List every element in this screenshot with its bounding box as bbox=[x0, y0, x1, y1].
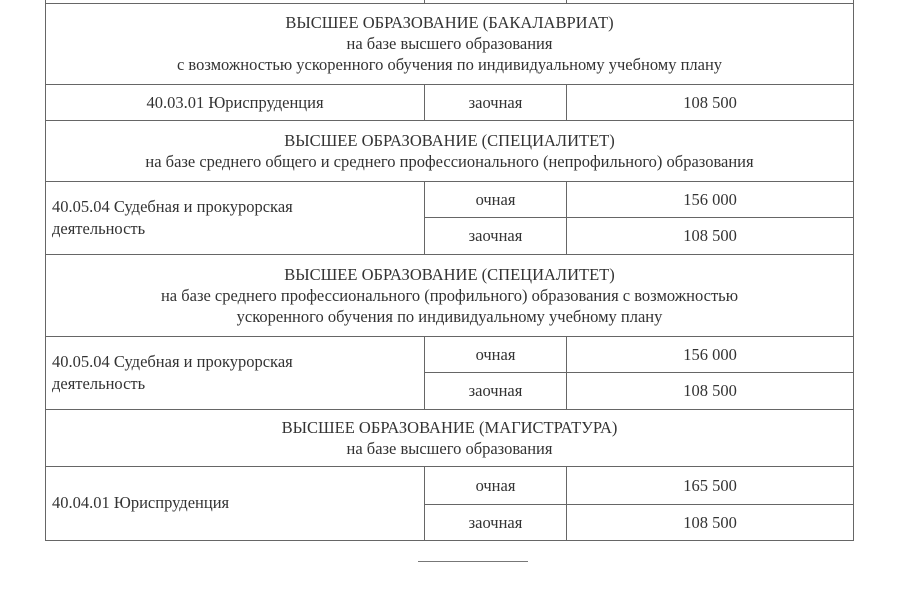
price: 108 500 bbox=[567, 217, 854, 254]
tuition-table bbox=[45, 0, 854, 541]
section-subtitle: с возможностью ускоренного обучения по индивидуальному учебному плану bbox=[176, 55, 723, 74]
price: 108 500 bbox=[567, 504, 854, 540]
table-row bbox=[46, 84, 854, 120]
table-row bbox=[46, 336, 854, 372]
section-title: ВЫСШЕЕ ОБРАЗОВАНИЕ (СПЕЦИАЛИТЕТ) bbox=[284, 130, 615, 150]
section-subtitle: на базе среднего общего и среднего профессионального (непрофильного) образования bbox=[145, 151, 754, 171]
program-name: 40.03.01 Юриспруденция bbox=[46, 84, 425, 120]
study-form: заочная bbox=[425, 372, 567, 409]
study-form: очная bbox=[425, 336, 567, 372]
table-row bbox=[46, 466, 854, 504]
section-title: ВЫСШЕЕ ОБРАЗОВАНИЕ (МАГИСТРАТУРА) bbox=[281, 417, 618, 437]
section-header bbox=[46, 254, 854, 336]
price: 108 500 bbox=[567, 84, 854, 120]
study-form: заочная bbox=[425, 84, 567, 120]
section-subtitle: на базе высшего образования bbox=[346, 438, 553, 458]
program-name bbox=[46, 181, 425, 254]
section-subtitle: на базе высшего образования bbox=[346, 34, 553, 53]
program-line: 40.05.04 Судебная и прокурорская bbox=[52, 351, 293, 371]
price: 156 000 bbox=[567, 336, 854, 372]
separator-line bbox=[418, 561, 528, 562]
section-subtitle: ускоренного обучения по индивидуальному учебному плану bbox=[236, 306, 663, 326]
program-line: деятельность bbox=[52, 218, 146, 238]
price: 165 500 bbox=[567, 466, 854, 504]
table-row bbox=[46, 181, 854, 217]
section-title: ВЫСШЕЕ ОБРАЗОВАНИЕ (СПЕЦИАЛИТЕТ) bbox=[284, 264, 615, 284]
price: 156 000 bbox=[567, 181, 854, 217]
section-subtitle: на базе среднего профессионального (профильного) образования с возможностью bbox=[160, 285, 739, 305]
price: 108 500 bbox=[567, 372, 854, 409]
study-form: очная bbox=[425, 466, 567, 504]
study-form: очная bbox=[425, 181, 567, 217]
section-header bbox=[46, 3, 854, 84]
program-name bbox=[46, 336, 425, 409]
section-title: ВЫСШЕЕ ОБРАЗОВАНИЕ (БАКАЛАВРИАТ) bbox=[285, 13, 614, 32]
program-line: 40.05.04 Судебная и прокурорская bbox=[52, 196, 293, 216]
section-header bbox=[46, 409, 854, 466]
study-form: заочная bbox=[425, 504, 567, 540]
section-header bbox=[46, 120, 854, 181]
program-line: деятельность bbox=[52, 373, 146, 393]
study-form: заочная bbox=[425, 217, 567, 254]
program-name: 40.04.01 Юриспруденция bbox=[46, 466, 425, 540]
